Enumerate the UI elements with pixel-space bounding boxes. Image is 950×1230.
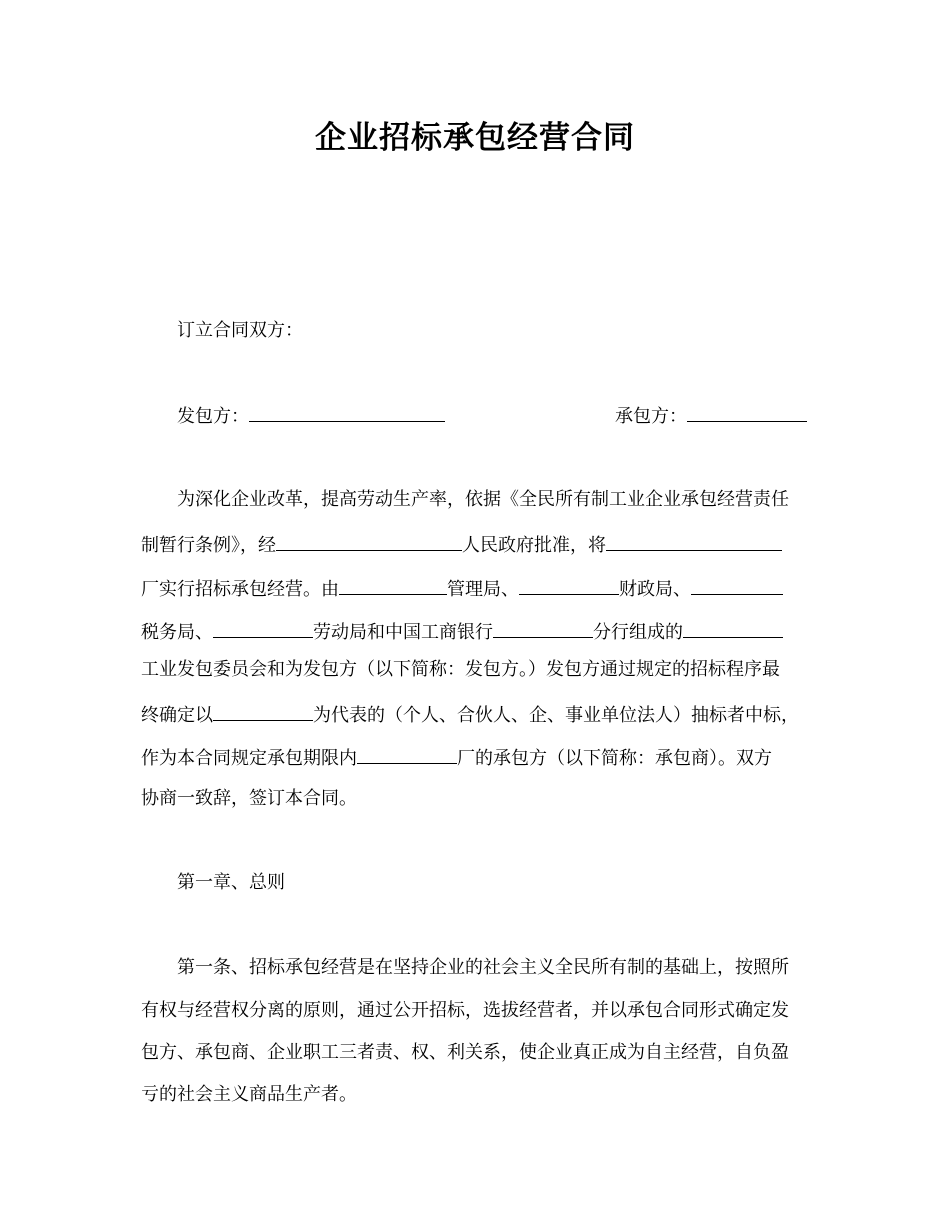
- labor-bureau-blank: [213, 618, 313, 638]
- preamble-text: 人民政府批准，将: [462, 535, 606, 556]
- government-blank: [276, 531, 462, 551]
- preamble-line-6: [141, 701, 811, 729]
- preamble-line-4: [141, 618, 811, 646]
- finance-bureau-blank: [519, 575, 619, 595]
- parties-heading: 订立合同双方：: [177, 320, 303, 341]
- contractor-line: [615, 402, 807, 428]
- tax-bureau-blank: [691, 575, 783, 595]
- article-1-line-1: 第一条、招标承包经营是在坚持企业的社会主义全民所有制的基础上，按照所: [177, 957, 789, 978]
- preamble-line-3: [141, 575, 811, 603]
- preamble-text: 税务局、: [141, 622, 213, 643]
- issuer-label: 发包方：: [177, 406, 249, 427]
- committee-blank: [683, 618, 783, 638]
- preamble-text: 分行组成的: [593, 622, 683, 643]
- bank-branch-blank: [493, 618, 593, 638]
- contractor-blank: [687, 402, 807, 422]
- preamble-line-5: 工业发包委员会和为发包方（以下简称：发包方。）发包方通过规定的招标程序最: [141, 659, 780, 680]
- preamble-text: 劳动局和中国工商银行: [313, 622, 493, 643]
- preamble-text: 终确定以: [141, 705, 213, 726]
- article-1-line-3: 包方、承包商、企业职工三者责、权、利关系，使企业真正成为自主经营，自负盈: [141, 1042, 789, 1063]
- factory-blank: [606, 531, 782, 551]
- admin-bureau-blank: [339, 575, 447, 595]
- article-1-line-4: 亏的社会主义商品生产者。: [141, 1084, 357, 1105]
- contractor-label: 承包方：: [615, 406, 687, 427]
- document-title: 企业招标承包经营合同: [315, 120, 635, 156]
- preamble-text: 管理局、: [447, 579, 519, 600]
- contract-factory-blank: [357, 744, 457, 764]
- preamble-text: 厂的承包方（以下简称：承包商）。双方: [457, 748, 772, 769]
- preamble-text: 为代表的（个人、合伙人、企、事业单位法人）抽标者中标，: [313, 705, 799, 726]
- preamble-text: 制暂行条例》，经: [141, 535, 276, 556]
- issuer-blank: [249, 402, 445, 422]
- preamble-text: 财政局、: [619, 579, 691, 600]
- preamble-line-1: 为深化企业改革，提高劳动生产率，依据《全民所有制工业企业承包经营责任: [177, 489, 789, 510]
- preamble-line-2: [141, 531, 811, 559]
- article-1-line-2: 有权与经营权分离的原则，通过公开招标，选拔经营者，并以承包合同形式确定发: [141, 1000, 789, 1021]
- representative-blank: [213, 701, 313, 721]
- preamble-line-8: 协商一致辞，签订本合同。: [141, 788, 357, 809]
- preamble-line-7: [141, 744, 811, 772]
- chapter-heading: 第一章、总则: [177, 872, 285, 893]
- preamble-text: 厂实行招标承包经营。由: [141, 579, 339, 600]
- preamble-text: 作为本合同规定承包期限内: [141, 748, 357, 769]
